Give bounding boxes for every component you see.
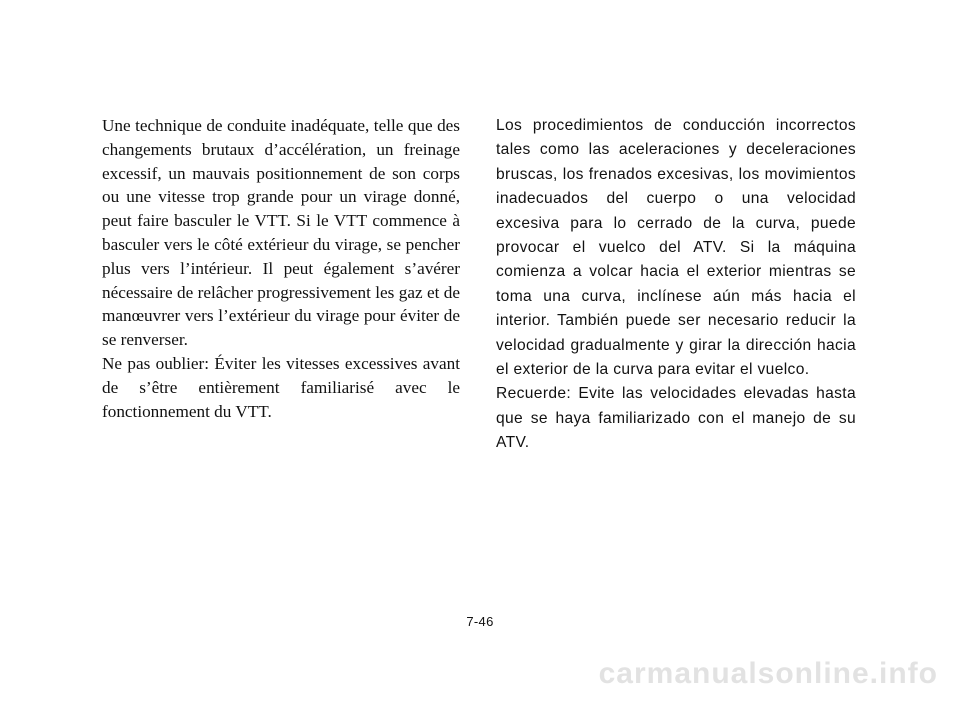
watermark: carmanualsonline.info [598,657,938,690]
french-paragraph-2: Ne pas oublier: Éviter les vitesses excessives avant de s’être entièrement familiarisé avec le fonctionnement du VTT. [102,353,460,421]
page-number: 7-46 [466,614,494,629]
spanish-paragraph-1: Los procedimientos de conducción incorrectos tales como las aceleraciones y deceleraciones bruscas, los frenados excesivas, los movimientos inadecuados del cuerpo o una velocidad excesiva para lo cerrado de la curva, puede provocar el vuelco del ATV. Si la máquina comienza a volcar hacia el exterior mientras se toma una curva, inclínese aún más hacia el interior. También puede ser necesario reducir la velocidad gradualmente y girar la dirección hacia el exterior de la curva para evitar el vuelco. [496,117,856,379]
spanish-paragraph-2: Recuerde: Evite las velocidades elevadas hasta que se haya familiarizado con el manejo de su ATV. [496,385,856,452]
french-paragraph-1: Une technique de conduite inadéquate, telle que des changements brutaux d’accélération, un freinage excessif, un mauvais positionnement de son corps ou une vitesse trop grande pour un virage donné, peut faire basculer le VTT. Si le VTT commence à basculer vers le côté extérieur du virage, se pencher plus vers l’intérieur. Il peut également s’avérer nécessaire de relâcher progressivement les gaz et de manœuvrer vers l’extérieur du virage pour éviter de se renverser. [102,116,460,350]
french-text-column [102,114,460,423]
spanish-text-column [496,114,856,456]
